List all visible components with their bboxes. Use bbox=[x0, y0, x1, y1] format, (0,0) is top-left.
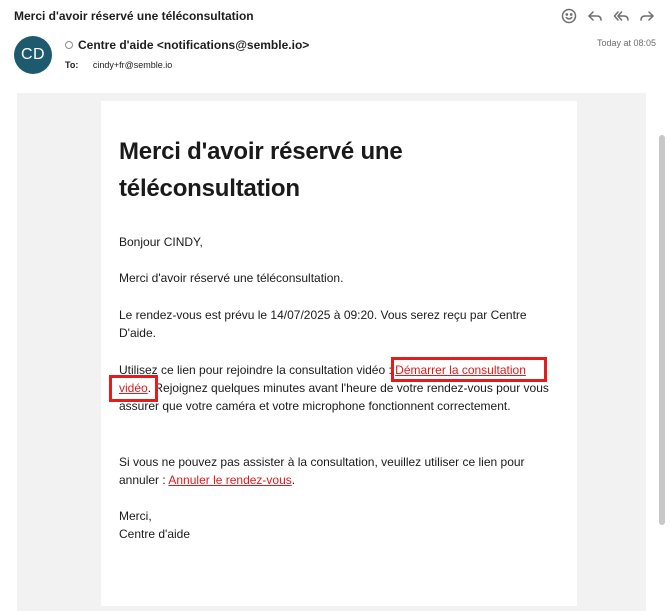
subject-bar bbox=[0, 0, 670, 34]
recipient-row bbox=[65, 60, 172, 70]
email-subject: Merci d'avoir réservé une téléconsultation bbox=[14, 9, 254, 23]
cancel-intro-text: Si vous ne pouvez pas assister à la consultation, veuillez utiliser ce lien pour annuler : bbox=[119, 455, 525, 487]
start-consultation-link[interactable]: Démarrer la consultation vidéo bbox=[119, 363, 526, 395]
avatar: CD bbox=[14, 36, 52, 74]
to-label: To: bbox=[65, 60, 79, 70]
cancel-paragraph bbox=[119, 453, 549, 489]
emoji-icon[interactable] bbox=[560, 7, 578, 25]
reply-all-icon[interactable] bbox=[612, 7, 630, 25]
sender-line[interactable] bbox=[65, 38, 309, 52]
video-after-text: . Rejoignez quelques minutes avant l'heure de votre rendez-vous pour vous assurer que votre caméra et votre microphone fonctionnent correctement. bbox=[119, 381, 549, 413]
signature: Centre d'aide bbox=[119, 527, 191, 541]
video-paragraph bbox=[119, 361, 549, 415]
message-card bbox=[101, 101, 577, 606]
cancel-after-text: . bbox=[291, 473, 296, 487]
email-date: Today at 08:05 bbox=[596, 38, 656, 48]
reply-icon[interactable] bbox=[586, 7, 604, 25]
video-intro-text: Utilisez ce lien pour rejoindre la consultation vidéo : bbox=[119, 363, 396, 377]
appointment-details: Le rendez-vous est prévu le 14/07/2025 à 09:20. Vous serez reçu par Centre D'aide. bbox=[119, 308, 527, 340]
sender-name: Centre d'aide <notifications@semble.io> bbox=[78, 38, 310, 52]
message-title: Merci d'avoir réservé une téléconsultation bbox=[119, 138, 403, 202]
signoff: Merci, bbox=[119, 509, 152, 523]
thanks-line: Merci d'avoir réservé une téléconsultation. bbox=[119, 271, 344, 285]
message-body bbox=[17, 93, 646, 611]
message-toolbar bbox=[560, 7, 656, 25]
recipient-address[interactable]: cindy+fr@semble.io bbox=[92, 60, 173, 70]
greeting: Bonjour CINDY, bbox=[119, 235, 203, 249]
forward-icon[interactable] bbox=[638, 7, 656, 25]
scrollbar-thumb[interactable] bbox=[659, 135, 665, 525]
cancel-appointment-link[interactable]: Annuler le rendez-vous bbox=[168, 473, 292, 487]
unread-status-icon bbox=[65, 41, 73, 49]
